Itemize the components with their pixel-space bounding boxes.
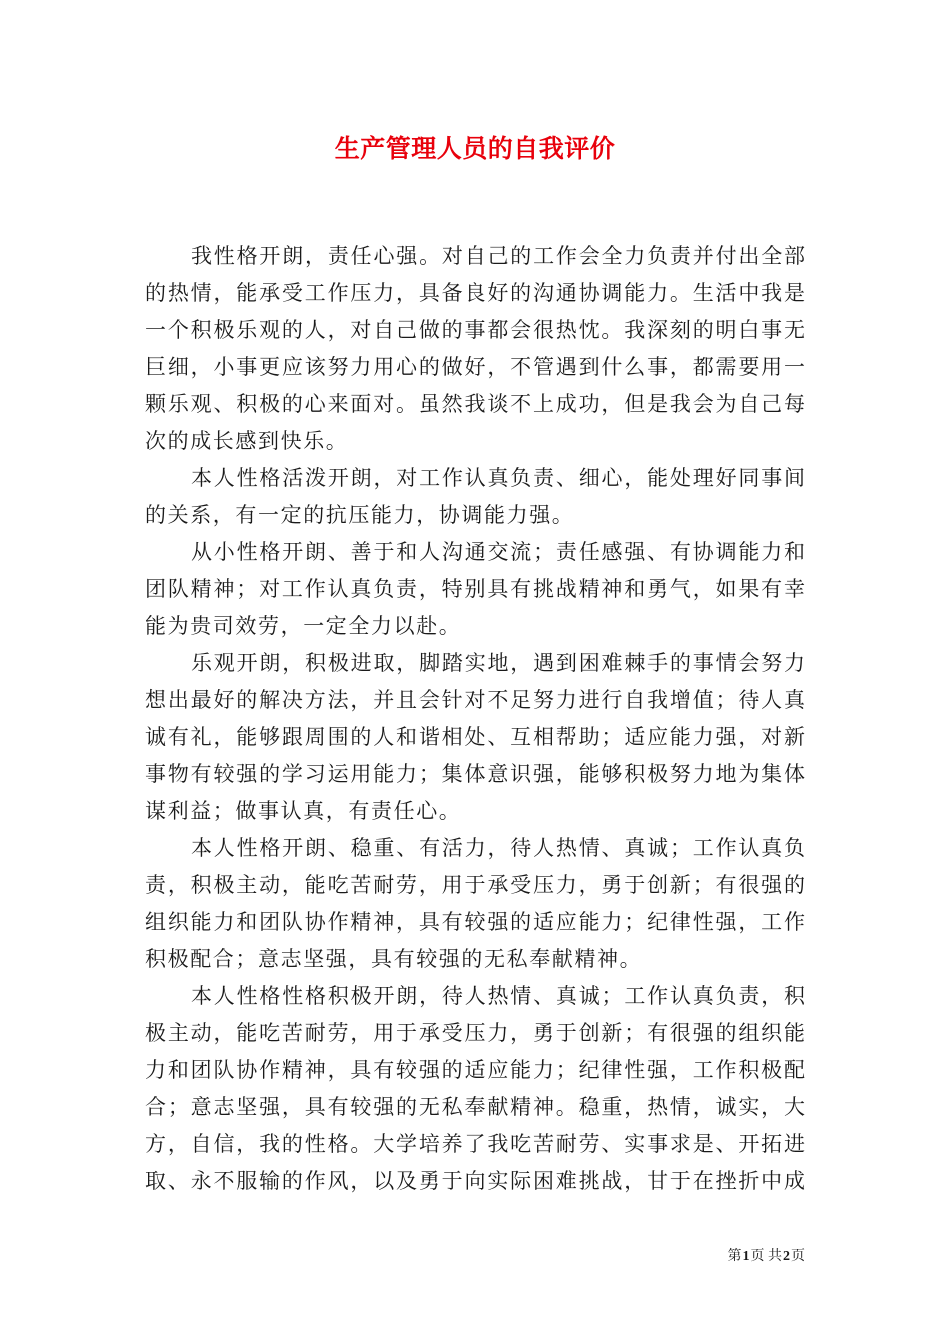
paragraph [145,978,805,1200]
text-line: 力和团队协作精神，具有较强的适应能力；纪律性强，工作积极配 [145,1058,805,1082]
paragraph [145,830,805,978]
text-line: 方，自信，我的性格。大学培养了我吃苦耐劳、实事求是、开拓进 [145,1132,805,1156]
text-line: 能为贵司效劳，一定全力以赴。 [145,614,462,638]
footer-suffix: 页 [791,1249,805,1264]
text-line: 的热情，能承受工作压力，具备良好的沟通协调能力。生活中我是 [145,281,805,305]
text-line: 乐观开朗，积极进取，脚踏实地，遇到困难棘手的事情会努力 [191,651,805,675]
page-number-footer [728,1247,806,1267]
text-line: 本人性格性格积极开朗，待人热情、真诚；工作认真负责，积 [191,984,805,1008]
text-line: 事物有较强的学习运用能力；集体意识强，能够积极努力地为集体 [145,762,805,786]
paragraph [145,645,805,830]
text-line: 诚有礼，能够跟周围的人和谐相处、互相帮助；适应能力强，对新 [145,725,805,749]
text-line: 取、永不服输的作风，以及勇于向实际困难挑战，甘于在挫折中成 [145,1169,805,1193]
text-line: 巨细，小事更应该努力用心的做好，不管遇到什么事，都需要用一 [145,355,805,379]
text-line: 本人性格活泼开朗，对工作认真负责、细心，能处理好同事间 [191,466,805,490]
text-line: 想出最好的解决方法，并且会针对不足努力进行自我增值；待人真 [145,688,805,712]
text-line: 从小性格开朗、善于和人沟通交流；责任感强、有协调能力和 [191,540,805,564]
text-line: 我性格开朗，责任心强。对自己的工作会全力负责并付出全部 [191,244,805,268]
paragraph [145,534,805,645]
paragraph [145,238,805,460]
page-title: 生产管理人员的自我评价 [334,136,616,163]
text-line: 本人性格开朗、稳重、有活力，待人热情、真诚；工作认真负 [191,836,805,860]
text-line: 组织能力和团队协作精神，具有较强的适应能力；纪律性强，工作 [145,910,805,934]
current-page-number: 1 [742,1249,750,1264]
text-line: 团队精神；对工作认真负责，特别具有挑战精神和勇气，如果有幸 [145,577,805,601]
text-line: 积极配合；意志坚强，具有较强的无私奉献精神。 [145,947,643,971]
text-line: 次的成长感到快乐。 [145,429,349,453]
document-body [145,238,805,1200]
paragraph [145,460,805,534]
total-pages-number: 2 [783,1249,790,1264]
text-line: 的关系，有一定的抗压能力，协调能力强。 [145,503,575,527]
footer-middle: 页 共 [750,1249,782,1264]
text-line: 谋利益；做事认真，有责任心。 [145,799,462,823]
text-line: 合；意志坚强，具有较强的无私奉献精神。稳重，热情，诚实，大 [145,1095,805,1119]
text-line: 责，积极主动，能吃苦耐劳，用于承受压力，勇于创新；有很强的 [145,873,805,897]
footer-prefix: 第 [727,1249,742,1264]
text-line: 极主动，能吃苦耐劳，用于承受压力，勇于创新；有很强的组织能 [145,1021,805,1045]
text-line: 颗乐观、积极的心来面对。虽然我谈不上成功，但是我会为自己每 [145,392,805,416]
text-line: 一个积极乐观的人，对自己做的事都会很热忱。我深刻的明白事无 [145,318,805,342]
